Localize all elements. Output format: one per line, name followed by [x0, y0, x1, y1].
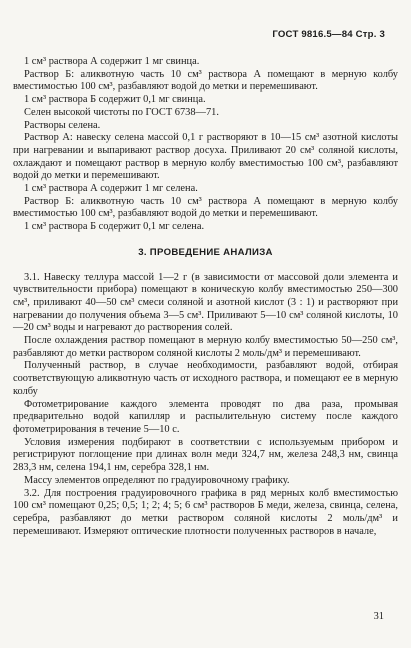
paragraph: Раствор Б: аликвотную часть 10 см³ раствора А помещают в мерную колбу вместимостью 100 см³, разбавляют водой до метки и перемешивают. [13, 195, 398, 220]
paragraph: Массу элементов определяют по градуировочному графику. [24, 474, 290, 486]
paragraph: Условия измерения подбирают в соответствии с используемым прибором и регистрируют поглощение при длинах волн меди 324,7 нм, железа 248,3 нм, свинца 283,3 нм, селена 194,1 нм, серебра 328,1 нм. [13, 436, 398, 474]
paragraph: Раствор А: навеску селена массой 0,1 г растворяют в 10—15 см³ азотной кислоты при нагревании и выпаривают раствор досуха. Приливают 20 см³ соляной кислоты, охлаждают и помещают раствор в мерную колбу вместимостью 100 см³, разбавляют водой до метки и перемешивают. [13, 132, 398, 182]
section-title: 3. ПРОВЕДЕНИЕ АНАЛИЗА [138, 246, 273, 258]
page-header: ГОСТ 9816.5—84 Стр. 3 [272, 29, 385, 40]
document-body [13, 56, 398, 538]
paragraph: Фотометрирование каждого элемента проводят по два раза, промывая предварительно водой капилляр и распылительную систему после каждого фотометрирования в течение 5—10 с. [13, 398, 398, 435]
paragraph: 3.2. Для построения градуировочного графика в ряд мерных колб вместимостью 100 см³ помещают 0,25; 0,5; 1; 2; 4; 5; 6 см³ растворов Б меди, железа, свинца, селена, серебра, разбавляют до метки раствором соляной кислоты 2 моль/дм³ и перемешивают. Измеряют оптические плотности полученных растворов в начале, [13, 487, 398, 537]
paragraph: 1 см³ раствора А содержит 1 мг свинца. [24, 56, 200, 67]
paragraph: Растворы селена. [24, 119, 101, 131]
paragraph: Селен высокой чистоты по ГОСТ 6738—71. [24, 106, 219, 118]
paragraph: 3.1. Навеску теллура массой 1—2 г (в зависимости от массовой доли элемента и чувствительности прибора) помещают в коническую колбу вместимостью 250—300 см³, приливают 40—50 см³ смеси соляной и азотной кислот (3 : 1) и растворяют при нагревании до получения объема 3—5 см³. Приливают 5—10 см³ соляной кислоты, 10—20 см³ воды и нагревают до растворения солей. [13, 271, 398, 334]
paragraph: 1 см³ раствора Б содержит 0,1 мг селена. [24, 221, 205, 233]
paragraph: 1 см³ раствора А содержит 1 мг селена. [24, 183, 198, 195]
paragraph: 1 см³ раствора Б содержит 0,1 мг свинца. [24, 94, 206, 106]
paragraph: Раствор Б: аликвотную часть 10 см³ раствора А помещают в мерную колбу вместимостью 100 см³, разбавляют водой до метки и перемешивают. [13, 68, 398, 93]
page-number: 31 [373, 611, 384, 622]
paragraph: Полученный раствор, в случае необходимости, разбавляют водой, отбирая соответствующую аликвотную часть от исходного раствора, и помещают ее в мерную колбу [13, 360, 398, 397]
paragraph: После охлаждения раствор помещают в мерную колбу вместимостью 50—250 см³, разбавляют до метки раствором соляной кислоты 2 моль/дм³ и перемешивают. [13, 335, 398, 359]
